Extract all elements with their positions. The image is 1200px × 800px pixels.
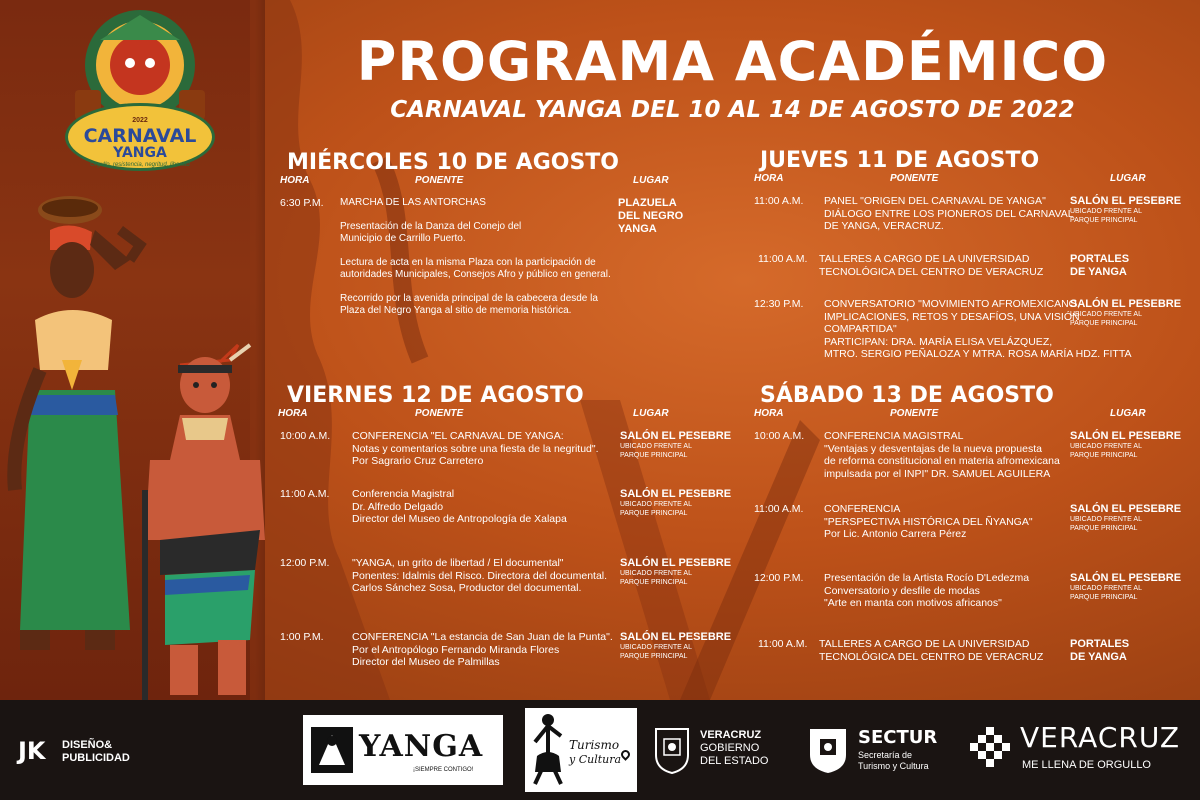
event-line: Carlos Sánchez Sosa, Productor del documental. (352, 582, 582, 594)
veracruz-brand-slogan: ME LLENA DE ORGULLO (1022, 759, 1151, 771)
sectur-title: SECTUR (858, 727, 938, 748)
event-line: Conferencia Magistral (352, 488, 455, 500)
event-time: 11:00 A.M. (754, 195, 804, 207)
event-place (618, 197, 683, 236)
day-jueves (754, 148, 1190, 373)
veracruz-gob-3: DEL ESTADO (700, 755, 769, 767)
place-note: UBICADO FRENTE AL (1070, 311, 1142, 318)
event-line: Conversatorio y desfile de modas (824, 584, 980, 597)
event (280, 488, 730, 533)
place-line: PLAZUELA (618, 197, 677, 209)
event-line (340, 209, 610, 221)
event-time: 11:00 A.M. (754, 503, 804, 515)
event-description (824, 572, 1069, 610)
veracruz-pattern-icon (970, 727, 1010, 767)
sectur-logo (806, 715, 956, 785)
place-note: UBICADO FRENTE AL (1070, 208, 1142, 215)
event-time: 1:00 P.M. (280, 631, 324, 643)
yanga-figure-icon (309, 725, 355, 775)
place-line: PORTALES (1070, 638, 1130, 650)
col-hora: HORA (278, 408, 308, 419)
veracruz-brand-logo (970, 715, 1190, 785)
event (754, 430, 1190, 488)
designer-logo (18, 735, 148, 771)
event-line: Por el Antropólogo Fernando Miranda Flores (352, 643, 560, 656)
event-line: "Ventajas y desventajas de la nueva propuesta (824, 442, 1042, 455)
event-line: "Arte en manta con motivos africanos" (824, 597, 1002, 609)
page-subtitle: CARNAVAL YANGA DEL 10 AL 14 DE AGOSTO DE 2022 (390, 97, 1075, 123)
dancer-icon (531, 712, 565, 788)
event-time: 12:00 P.M. (280, 557, 330, 569)
event-place (1070, 503, 1181, 533)
event-line: MARCHA DE LAS ANTORCHAS (340, 197, 486, 208)
event-line: CONVERSATORIO "MOVIMIENTO AFROMEXICANO, (824, 298, 1080, 310)
place-note: UBICADO FRENTE AL (1070, 585, 1142, 592)
page-title: PROGRAMA ACADÉMICO (356, 30, 1109, 93)
event-line: PANEL "ORIGEN DEL CARNAVAL DE YANGA" (824, 195, 1046, 207)
place-note: PARQUE PRINCIPAL (1070, 524, 1138, 532)
veracruz-gob-1: VERACRUZ (700, 729, 762, 741)
event-place (1070, 298, 1181, 328)
coat-of-arms-icon (652, 725, 692, 775)
place-line: SALÓN EL PESEBRE (1070, 572, 1182, 584)
place-line: DE YANGA (1070, 651, 1127, 663)
event-time: 11:00 A.M. (758, 638, 808, 650)
day-viernes (278, 383, 737, 683)
veracruz-gobierno-logo (652, 715, 772, 785)
event-line (340, 281, 610, 293)
event-place (620, 631, 731, 661)
event-line: "YANGA, un grito de libertad / El documental" (352, 557, 564, 569)
place-note: PARQUE PRINCIPAL (1070, 216, 1138, 224)
place-note: UBICADO FRENTE AL (620, 443, 692, 450)
event-line: IMPLICACIONES, RETOS Y DESAFÍOS, UNA VISIÓN (824, 310, 1080, 323)
place-line: DEL NEGRO (618, 210, 684, 222)
day-sabado (754, 383, 1190, 683)
event-line: CONFERENCIA "La estancia de San Juan de la Punta". (352, 631, 613, 643)
event-line: de reforma constitucional en materia afromexicana (824, 455, 1060, 467)
place-note: PARQUE PRINCIPAL (620, 451, 688, 459)
day-title: SÁBADO 13 DE AGOSTO (760, 383, 1054, 408)
place-note: UBICADO FRENTE AL (1070, 516, 1142, 523)
place-note: UBICADO FRENTE AL (620, 501, 692, 508)
event-place (620, 488, 731, 518)
turismo-cultura-logo (525, 708, 637, 792)
event (758, 253, 1190, 283)
place-line: SALÓN EL PESEBRE (1070, 430, 1182, 442)
event-line: Por Sagrario Cruz Carretero (352, 455, 484, 467)
carnaval-yanga-logo (55, 5, 225, 185)
event-line: Por Lic. Antonio Carrera Pérez (824, 528, 967, 540)
event-line: TALLERES A CARGO DE LA UNIVERSIDAD (819, 253, 1030, 265)
veracruz-brand-title: VERACRUZ (1020, 721, 1181, 754)
place-note: PARQUE PRINCIPAL (1070, 593, 1138, 601)
col-ponente: PONENTE (415, 408, 464, 419)
event-line: CONFERENCIA "EL CARNAVAL DE YANGA: (352, 430, 564, 442)
event-line: Plaza del Negro Yanga al sitio de memoria histórica. (340, 305, 572, 316)
sectur-line-2: Secretaría de (858, 750, 913, 760)
place-line: SALÓN EL PESEBRE (620, 557, 732, 569)
event-time: 6:30 P.M. (280, 197, 324, 209)
event-time: 11:00 A.M. (280, 488, 330, 500)
column-headers (280, 175, 747, 189)
event-place (1070, 572, 1181, 602)
event-line: Dr. Alfredo Delgado (352, 500, 444, 513)
event-line: Presentación de la Artista Rocío D'Ledezma (824, 572, 1030, 584)
event-place (620, 430, 731, 460)
event (280, 197, 740, 347)
event-description (824, 430, 1069, 480)
place-line: DE YANGA (1070, 266, 1127, 278)
event-line: TECNOLÓGICA DEL CENTRO DE VERACRUZ (819, 650, 1044, 663)
place-line: SALÓN EL PESEBRE (620, 631, 732, 643)
event-place (1070, 195, 1181, 225)
event-time: 11:00 A.M. (758, 253, 808, 265)
place-note: PARQUE PRINCIPAL (620, 509, 688, 517)
col-ponente: PONENTE (415, 175, 464, 186)
place-line: YANGA (618, 223, 657, 235)
event-line: Lectura de acta en la misma Plaza con la participación de (340, 257, 596, 268)
place-line: SALÓN EL PESEBRE (1070, 298, 1182, 310)
place-line: SALÓN EL PESEBRE (1070, 195, 1182, 207)
column-headers (754, 173, 1190, 187)
col-hora: HORA (280, 175, 310, 186)
event-line: Director del Museo de Antropología de Xalapa (352, 513, 567, 525)
event-line: Ponentes: Idalmis del Risco. Directora del documental. (352, 569, 608, 582)
day-title: VIERNES 12 DE AGOSTO (287, 383, 584, 408)
event-line: Presentación de la Danza del Conejo del (340, 221, 522, 232)
sectur-line-3: Turismo y Cultura (858, 761, 929, 771)
yanga-logo-text: YANGA (359, 729, 484, 764)
event-line: Municipio de Carrillo Puerto. (340, 233, 466, 244)
carnaval-logo-line2: YANGA (113, 145, 167, 161)
place-line: SALÓN EL PESEBRE (1070, 503, 1182, 515)
event (280, 430, 730, 475)
place-note: UBICADO FRENTE AL (1070, 443, 1142, 450)
col-lugar: LUGAR (633, 408, 669, 419)
event-line: autoridades Municipales, Consejos Afro y público en general. (340, 269, 611, 280)
column-headers (278, 408, 737, 422)
event-line: DIÁLOGO ENTRE LOS PIONEROS DEL CARNAVAL (824, 207, 1074, 220)
event-line: MTRO. SERGIO PEÑALOZA Y MTRA. ROSA MARÍA HDZ. FITTA (824, 348, 1132, 360)
event-line: TECNOLÓGICA DEL CENTRO DE VERACRUZ (819, 265, 1044, 278)
col-ponente: PONENTE (890, 408, 939, 419)
event-line: "PERSPECTIVA HISTÓRICA DEL ÑYANGA" (824, 515, 1033, 528)
event-description (819, 253, 1069, 278)
event-line: Director del Museo de Palmillas (352, 656, 500, 668)
col-lugar: LUGAR (1110, 173, 1146, 184)
event-description (819, 638, 1069, 663)
place-note: UBICADO FRENTE AL (620, 570, 692, 577)
event (754, 195, 1190, 240)
event-line: PARTICIPAN: DRA. MARÍA ELISA VELÁZQUEZ, (824, 335, 1053, 348)
event-line: COMPARTIDA" (824, 323, 897, 335)
col-hora: HORA (754, 173, 784, 184)
yanga-tagline: ¡SIEMPRE CONTIGO! (413, 767, 474, 773)
event (758, 638, 1190, 670)
day-miercoles (280, 150, 747, 350)
place-line: SALÓN EL PESEBRE (620, 488, 732, 500)
sectur-shield-icon (806, 725, 850, 775)
event-time: 10:00 A.M. (280, 430, 331, 442)
event (280, 557, 730, 602)
event-time: 12:00 P.M. (754, 572, 804, 584)
event-place (620, 557, 731, 587)
place-note: PARQUE PRINCIPAL (1070, 451, 1138, 459)
day-title: JUEVES 11 DE AGOSTO (760, 148, 1040, 173)
event-description (352, 430, 614, 468)
event-line: Notas y comentarios sobre una fiesta de la negritud". (352, 442, 599, 455)
event-line: TALLERES A CARGO DE LA UNIVERSIDAD (819, 638, 1030, 650)
event-line: impulsada por el INPI" DR. SAMUEL AGUILERA (824, 467, 1051, 480)
place-note: PARQUE PRINCIPAL (620, 652, 688, 660)
event-line: Recorrido por la avenida principal de la cabecera desde la (340, 293, 598, 304)
event-line: CONFERENCIA (824, 503, 901, 515)
event-time: 10:00 A.M. (754, 430, 805, 442)
event-place (1070, 253, 1129, 279)
event-description (824, 503, 1069, 541)
place-line: SALÓN EL PESEBRE (620, 430, 732, 442)
event (754, 298, 1190, 370)
event-description (352, 488, 614, 526)
turismo-text-1: Turismo (569, 738, 620, 752)
event-description (824, 195, 1074, 233)
col-lugar: LUGAR (1110, 408, 1146, 419)
col-ponente: PONENTE (890, 173, 939, 184)
place-note: PARQUE PRINCIPAL (620, 578, 688, 586)
place-line: PORTALES (1070, 253, 1130, 265)
place-note: UBICADO FRENTE AL (620, 644, 692, 651)
col-lugar: LUGAR (633, 175, 669, 186)
turismo-text-2: y Cultura (569, 753, 622, 766)
designer-initials: JK (18, 737, 46, 765)
veracruz-gob-2: GOBIERNO (700, 742, 760, 754)
event (280, 631, 730, 676)
day-title: MIÉRCOLES 10 DE AGOSTO (287, 150, 620, 175)
event-line: CONFERENCIA MAGISTRAL (824, 430, 964, 442)
carnaval-logo-line1: CARNAVAL (83, 125, 197, 147)
designer-name-2: PUBLICIDAD (62, 752, 130, 764)
carnaval-logo-year: 2022 (132, 117, 148, 124)
man-illustration (120, 340, 290, 700)
event-time: 12:30 P.M. (754, 298, 804, 310)
yanga-municipal-logo (303, 715, 503, 785)
designer-name-1: DISEÑO& (62, 739, 113, 751)
event-line (340, 245, 610, 257)
event-description (340, 197, 610, 317)
carnaval-logo-slogan: Orgullo, resistencia, negritud, libertad (90, 162, 190, 168)
col-hora: HORA (754, 408, 784, 419)
event (754, 572, 1190, 617)
event (754, 503, 1190, 548)
event-place (1070, 430, 1181, 460)
event-line: DE YANGA, VERACRUZ. (824, 220, 944, 232)
event-description (352, 557, 614, 595)
column-headers (754, 408, 1190, 422)
event-place (1070, 638, 1129, 664)
place-note: PARQUE PRINCIPAL (1070, 319, 1138, 327)
event-description (352, 631, 614, 669)
